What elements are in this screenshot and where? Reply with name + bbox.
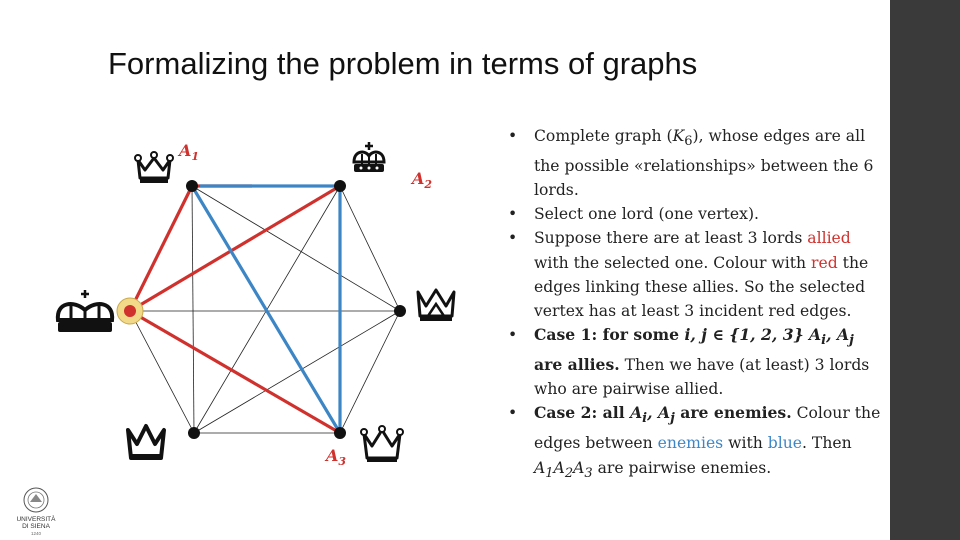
crown-icon xyxy=(354,142,384,172)
svg-text:DI SIENA: DI SIENA xyxy=(22,523,50,530)
label-a3: $A_3$ xyxy=(326,446,347,468)
crown-icon xyxy=(418,290,454,321)
bullet-list xyxy=(506,124,886,486)
bullet-case-2: • Case 2: all $A_i$, $A_j$ are enemies. Colour the edges between enemies with blue. Then $A_1A_2A_3$ are pairwise enemies. xyxy=(508,403,881,481)
crown-icon xyxy=(128,426,164,460)
crown-icon xyxy=(135,152,173,183)
vertex-right xyxy=(394,305,406,317)
slide-title: Formalizing the problem in terms of graphs xyxy=(108,46,698,81)
label-a2: $A_2$ xyxy=(412,169,433,191)
crown-icon xyxy=(58,290,112,332)
bullet-complete-graph: • Complete graph $(K_6)$, whose edges are all the possible «relationships» between the 6 lords. xyxy=(508,127,874,200)
complete-graph-k6 xyxy=(0,0,480,480)
svg-text:UNIVERSITÀ: UNIVERSITÀ xyxy=(16,516,56,523)
vertex-bottom-left xyxy=(188,427,200,439)
vertex-a3 xyxy=(334,427,346,439)
vertex-a1 xyxy=(186,180,198,192)
crown-icon xyxy=(361,426,403,462)
bullet-case-1: • Case 1: for some i, j ∈ {1, 2, 3} $A_i$, $A_j$ are allies. Then we have (at least) 3 lords who are pairwise allied. xyxy=(508,324,870,399)
bullet-suppose-allied: • Suppose there are at least 3 lords allied with the selected one. Colour with red the edges linking these allies. So the selected vertex has at least 3 incident red edges. xyxy=(508,229,869,320)
vertex-selected xyxy=(124,305,136,317)
svg-text:1240: 1240 xyxy=(30,531,42,536)
university-logo xyxy=(8,484,64,538)
label-a1: $A_1$ xyxy=(179,141,200,163)
red-edges xyxy=(130,186,340,433)
right-sidebar-bar xyxy=(890,0,960,540)
bullet-select-lord: • Select one lord (one vertex). xyxy=(508,205,759,224)
vertex-a2 xyxy=(334,180,346,192)
